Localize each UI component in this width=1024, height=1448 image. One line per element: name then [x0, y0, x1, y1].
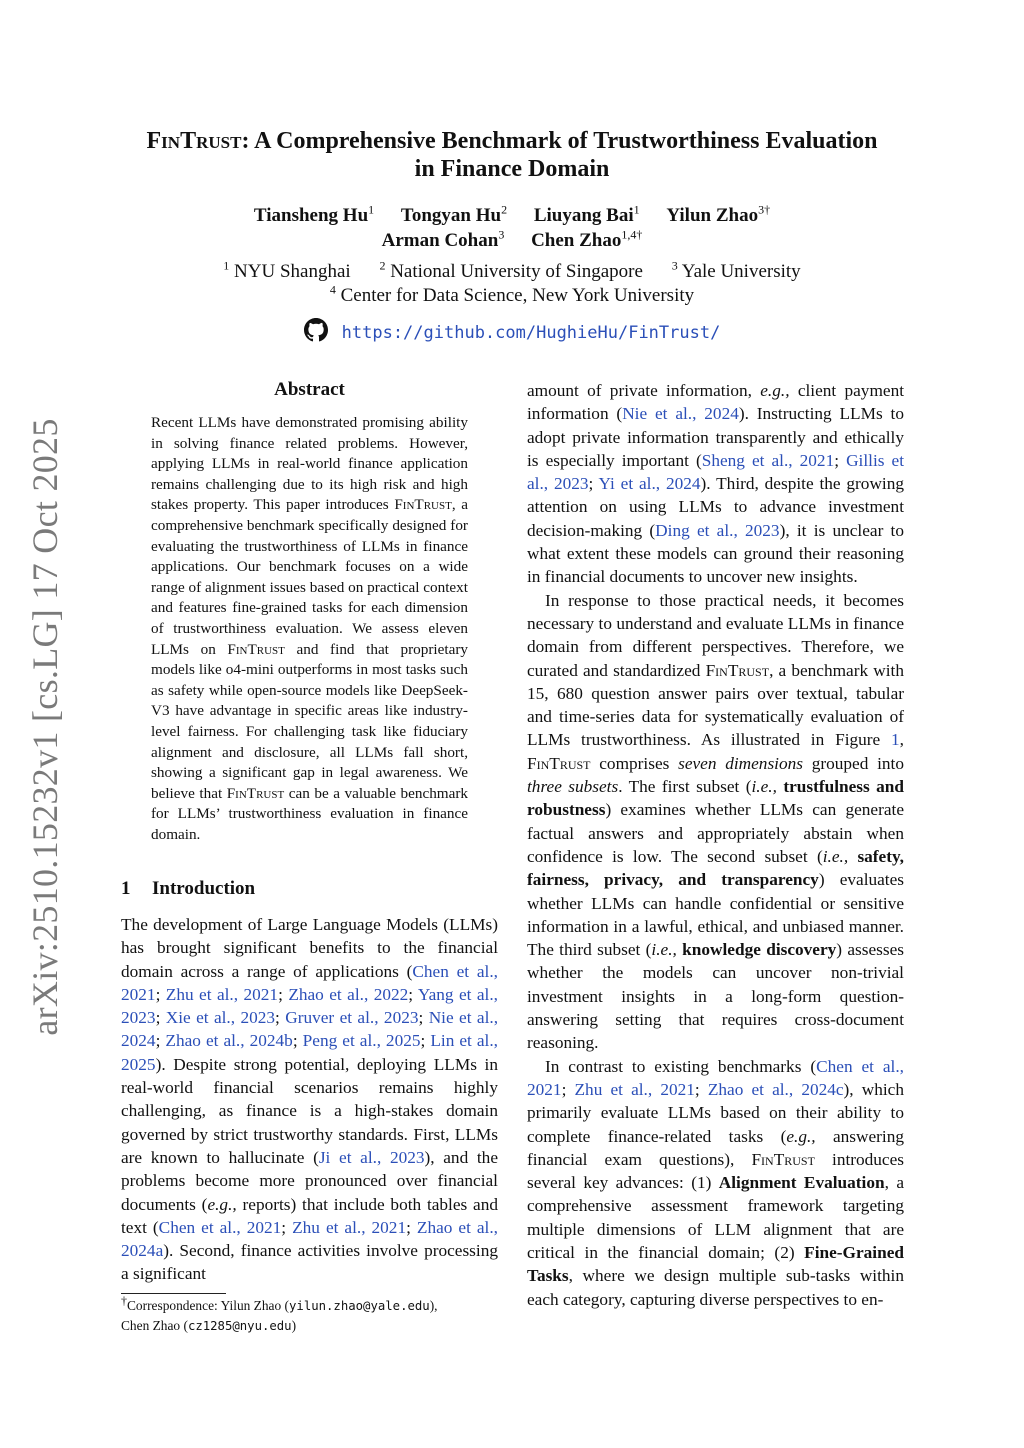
abstract-heading: Abstract	[274, 379, 345, 400]
citation-link[interactable]: Yi et al., 2024	[598, 474, 701, 494]
right-column	[527, 379, 904, 1311]
affiliation-row-1	[100, 260, 924, 284]
citation-link[interactable]: Nie et al., 2024	[121, 1008, 499, 1051]
author: Arman Cohan$^3$	[381, 227, 505, 251]
citation-link[interactable]: Gruver et al., 2023	[285, 1008, 419, 1028]
affiliation: $^3$ Yale University	[671, 258, 801, 282]
paragraph: In contrast to existing benchmarks (Chen et al., 2021; Zhu et al., 2021; Zhao et al., 2024c), which primarily evaluate LLMs based on their ability to complete finance-related tasks (e.g., answering financial exam questions), FinTrust introduces several key advances: (1) Alignment Evaluation, a comprehensive assessment framework targeting multiple dimensions of LLM alignment that are critical in the financial domain; (2) Fine-Grained Tasks, where we design multiple sub-tasks within each category, capturing diverse perspectives to en-	[527, 1056, 905, 1309]
citation-link[interactable]: Xie et al., 2023	[165, 1008, 276, 1028]
citation-link[interactable]: Zhao et al., 2024b	[165, 1031, 293, 1051]
author: Liuyang Bai$^1$	[533, 202, 640, 226]
brand-name: FinTrust	[226, 784, 285, 802]
author-row-1	[100, 204, 924, 228]
arxiv-side-stamp: arXiv:2510.15232v1 [cs.LG] 17 Oct 2025	[25, 418, 65, 1036]
citation-link[interactable]: Yang et al., 2023	[121, 984, 499, 1028]
affiliation: $^4$ Center for Data Science, New York University	[329, 282, 695, 306]
pair-count: 15, 680	[527, 683, 583, 703]
footnote-rule	[121, 1293, 226, 1294]
citation-link[interactable]: Zhu et al., 2021	[574, 1079, 695, 1099]
footnote: †Correspondence: Yilun Zhao (yilun.zhao@yale.edu), Chen Zhao (cz1285@nyu.edu)	[121, 1293, 438, 1333]
citation-link[interactable]: Zhao et al., 2024a	[121, 1217, 498, 1261]
abstract-body: Recent LLMs have demonstrated promising ability in solving finance related problems. However, applying LLMs in real-world finance application remains challenging due to its high risk and high stakes property. This paper introduces FinTrust, a comprehensive benchmark specifically designed for evaluating the trustworthiness of LLMs in finance applications. Our benchmark focuses on a wide range of alignment issues based on practical context and features fine-grained tasks for each dimension of trustworthiness evaluation. We assess eleven LLMs on FinTrust and find that proprietary models like o4-mini outperforms in most tasks such as safety while open-source models like DeepSeek-V3 have advantage in specific areas like industry-level fairness. For challenging task like fiduciary alignment and disclosure, all LLMs fall short, showing a significant gap in legal awareness. We believe that FinTrust can be a valuable benchmark for LLMs’ trustworthiness evaluation in finance domain.	[151, 414, 469, 843]
author: Tongyan Hu$^2$	[400, 202, 508, 226]
title-line2: in Finance Domain	[414, 156, 610, 182]
citation-link[interactable]: Peng et al., 2025	[302, 1031, 421, 1051]
title-line1: : A Comprehensive Benchmark of Trustworthiness Evaluation	[241, 128, 878, 154]
section-heading-introduction	[121, 878, 255, 900]
brand-name: FinTrust	[751, 1149, 815, 1169]
affiliation: $^2$ National University of Singapore	[379, 258, 643, 282]
citation-link[interactable]: Zhao et al., 2022	[288, 984, 409, 1004]
figure-link[interactable]: 1	[891, 730, 900, 750]
paragraph: amount of private information, e.g., client payment information (Nie et al., 2024). Instructing LLMs to adopt private information transparently and ethically is especially important (Sheng et al., 2021; Gillis et al., 2023; Yi et al., 2024). Third, despite the growing attention on using LLMs to advance investment decision-making (Ding et al., 2023), it is unclear to what extent these models can ground their reasoning in financial documents to uncover new insights.	[527, 381, 905, 587]
citation-link[interactable]: Zhu et al., 2021	[292, 1217, 407, 1237]
footnote-mark: †	[121, 1293, 127, 1308]
email: yilun.zhao@yale.edu	[289, 1299, 430, 1313]
intro-paragraph: The development of Large Language Models (LLMs) has brought significant benefits to the financial domain across a range of applications (Chen et al., 2021; Zhu et al., 2021; Zhao et al., 2022; Yang et al., 2023; Xie et al., 2023; Gruver et al., 2023; Nie et al., 2024; Zhao et al., 2024b; Peng et al., 2025; Lin et al., 2025). Despite strong potential, deploying LLMs in real-world financial scenarios remains highly challenging, as finance is a high-stakes domain governed by strict trustworthy standards. First, LLMs are known to hallucinate (Ji et al., 2023), and the problems become more pronounced over financial documents (e.g., reports) that include both tables and text (Chen et al., 2021; Zhu et al., 2021; Zhao et al., 2024a). Second, finance activities involve processing a significant	[121, 915, 499, 1284]
citation-link[interactable]: Chen et al., 2021	[527, 1056, 905, 1099]
github-icon	[304, 323, 342, 342]
affiliation-row-2	[100, 284, 924, 308]
citation-link[interactable]: Ding et al., 2023	[655, 520, 780, 540]
affiliation: $^1$ NYU Shanghai	[223, 258, 351, 282]
brand-name: FinTrust	[527, 753, 591, 773]
github-url-link[interactable]: https://github.com/HughieHu/FinTrust/	[341, 323, 721, 343]
citation-link[interactable]: Zhu et al., 2021	[165, 984, 279, 1004]
author: Tiansheng Hu$^1$	[253, 202, 375, 226]
title-brand: FinTrust	[146, 128, 242, 154]
email: cz1285@nyu.edu	[187, 1319, 292, 1333]
brand-name: FinTrust	[705, 660, 770, 680]
citation-link[interactable]: Ji et al., 2023	[318, 1147, 425, 1167]
citation-link[interactable]: Nie et al., 2024	[622, 404, 739, 424]
author-row-2	[100, 229, 924, 253]
brand-name: FinTrust	[227, 640, 285, 658]
paragraph: In response to those practical needs, it becomes necessary to understand and evaluate LLMs in finance domain from different perspectives. Therefore, we curated and standardized FinTrust, a benchmark with 15, 680 question answer pairs over textual, tabular and time-series data for systematically evaluation of LLMs trustworthiness. As illustrated in Figure 1, FinTrust comprises seven dimensions grouped into three subsets. The first subset (i.e., trustfulness and robustness) examines whether LLMs can generate factual answers and appropriately abstain when confidence is low. The second subset (i.e., safety, fairness, privacy, and transparency) evaluates whether LLMs can handle confidential or sensitive information in a lawful, ethical, and unbiased manner. The third subset (i.e., knowledge discovery) assesses whether the models can uncover non-trivial investment insights in a long-form question-answering setting that requires cross-document reasoning.	[527, 590, 905, 1053]
citation-link[interactable]: Zhao et al., 2024c	[707, 1079, 844, 1099]
citation-link[interactable]: Chen et al., 2021	[121, 961, 498, 1004]
author: Yilun Zhao$^{3\dagger}$	[666, 202, 771, 226]
author: Chen Zhao$^{1,4\dagger}$	[531, 227, 643, 251]
citation-link[interactable]: Chen et al., 2021	[158, 1217, 282, 1237]
paper-title	[100, 127, 924, 183]
brand-name: FinTrust	[394, 496, 452, 514]
citation-link[interactable]: Sheng et al., 2021	[701, 450, 835, 470]
citation-link[interactable]: Lin et al., 2025	[121, 1031, 499, 1074]
section-title: Introduction	[152, 878, 256, 899]
github-link-row	[100, 318, 924, 345]
citation-link[interactable]: Gillis et al., 2023	[527, 450, 905, 494]
section-number: 1	[121, 878, 131, 899]
